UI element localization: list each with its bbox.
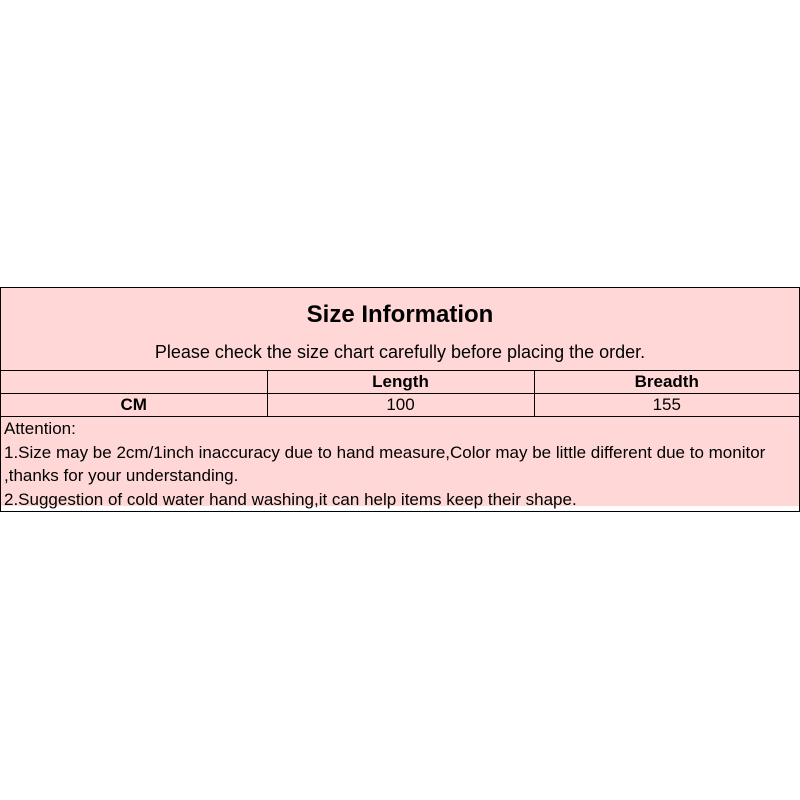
- note-item-2: 2.Suggestion of cold water hand washing,it can help items keep their shape.: [4, 489, 577, 509]
- page-subtitle: Please check the size chart carefully before placing the order.: [154, 342, 646, 362]
- row-label-cm: CM: [1, 394, 267, 417]
- size-information-card: [0, 287, 800, 512]
- table-header-row: [1, 371, 799, 394]
- card-header: [1, 288, 799, 371]
- attention-notes: [1, 417, 799, 509]
- cell-length-value: 100: [267, 394, 534, 417]
- cell-breadth-value: 155: [534, 394, 799, 417]
- size-table: [1, 371, 799, 417]
- table-header-breadth: Breadth: [534, 371, 799, 394]
- table-header-empty: [1, 371, 267, 394]
- table-row: [1, 394, 799, 417]
- page-title: Size Information: [306, 301, 494, 328]
- note-item-1: 1.Size may be 2cm/1inch inaccuracy due to hand measure,Color may be little different due to monitor ,thanks for your understanding.: [4, 442, 766, 485]
- table-header-length: Length: [267, 371, 534, 394]
- attention-heading: Attention:: [4, 419, 76, 438]
